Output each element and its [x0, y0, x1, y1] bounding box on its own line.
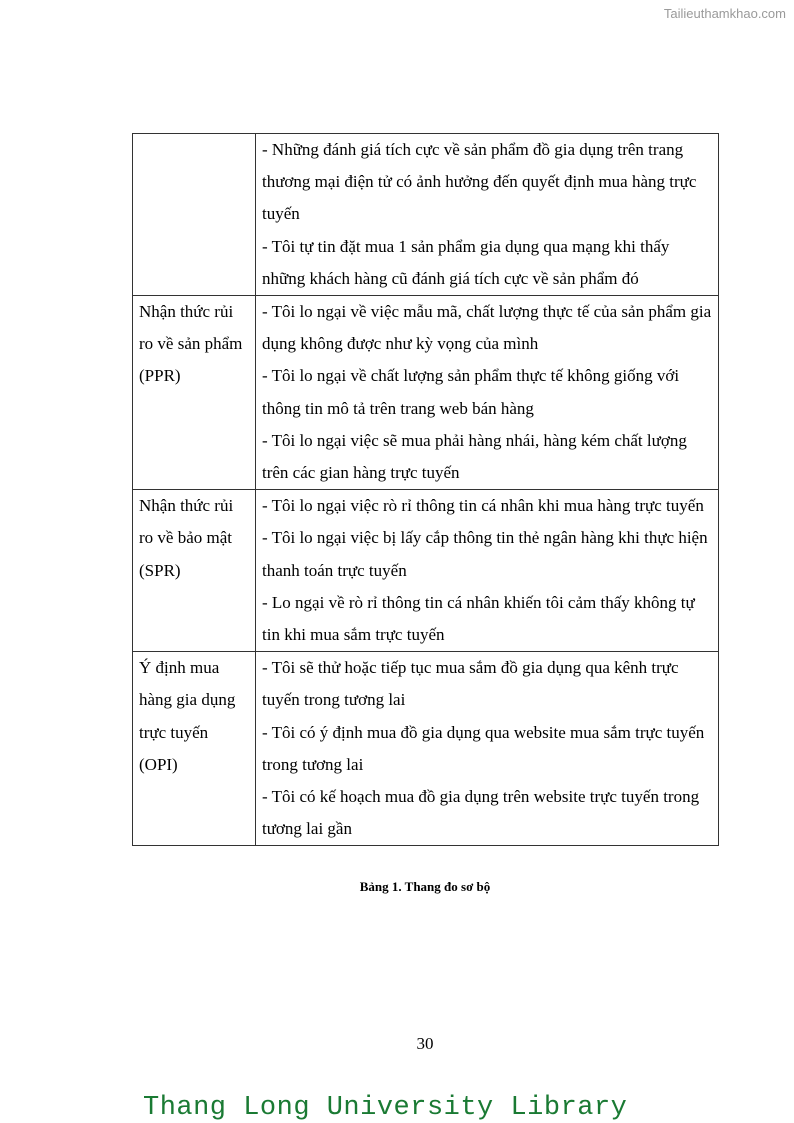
- watermark-text: Tailieuthamkhao.com: [663, 6, 786, 21]
- scale-item: - Tôi có kế hoạch mua đồ gia dụng trên website trực tuyến trong tương lai gần: [262, 787, 700, 839]
- table-row: [133, 652, 719, 846]
- scale-item: - Lo ngại về rò rỉ thông tin cá nhân khiến tôi cảm thấy không tự tin khi mua sắm trực tuyến: [262, 592, 695, 645]
- items-cell: [256, 296, 719, 490]
- concept-cell: Nhận thức rủi ro về bảo mật (SPR): [133, 490, 256, 652]
- scale-item: - Những đánh giá tích cực về sản phẩm đồ gia dụng trên trang thương mại điện tử có ảnh hưởng đến quyết định mua hàng trực tuyến: [262, 140, 697, 224]
- items-cell: [256, 652, 719, 846]
- scale-item: - Tôi lo ngại về việc mẫu mã, chất lượng thực tế của sản phẩm gia dụng không được như kỳ vọng của mình: [262, 302, 712, 354]
- page-number: 30: [416, 1034, 434, 1053]
- concept-cell: Ý định mua hàng gia dụng trực tuyến (OPI): [133, 652, 256, 846]
- table-row: [133, 490, 719, 652]
- scale-item: - Tôi lo ngại về chất lượng sản phẩm thực tế không giống với thông tin mô tả trên trang web bán hàng: [262, 366, 680, 418]
- concept-cell: Nhận thức rủi ro về sản phẩm (PPR): [133, 296, 256, 490]
- table-row: [133, 134, 719, 296]
- items-cell: [256, 134, 719, 296]
- items-cell: [256, 490, 719, 652]
- table-caption: Bảng 1. Thang đo sơ bộ: [359, 879, 491, 894]
- scale-item: - Tôi lo ngại việc rò rỉ thông tin cá nhân khi mua hàng trực tuyến: [262, 496, 704, 516]
- scale-item: - Tôi lo ngại việc bị lấy cắp thông tin thẻ ngân hàng khi thực hiện thanh toán trực tuyến: [262, 528, 708, 580]
- scale-item: - Tôi sẽ thử hoặc tiếp tục mua sắm đồ gia dụng qua kênh trực tuyến trong tương lai: [262, 658, 679, 710]
- table-row: [133, 296, 719, 490]
- measurement-scale-table: [132, 133, 719, 846]
- library-footer: Thang Long University Library: [143, 1093, 628, 1123]
- scale-item: - Tôi lo ngại việc sẽ mua phải hàng nhái, hàng kém chất lượng trên các gian hàng trực tuyến: [262, 430, 687, 483]
- scale-item: - Tôi có ý định mua đồ gia dụng qua website mua sắm trực tuyến trong tương lai: [262, 722, 705, 774]
- scale-item: - Tôi tự tin đặt mua 1 sản phẩm gia dụng qua mạng khi thấy những khách hàng cũ đánh giá tích cực về sản phẩm đó: [262, 236, 670, 288]
- concept-cell: [133, 134, 256, 296]
